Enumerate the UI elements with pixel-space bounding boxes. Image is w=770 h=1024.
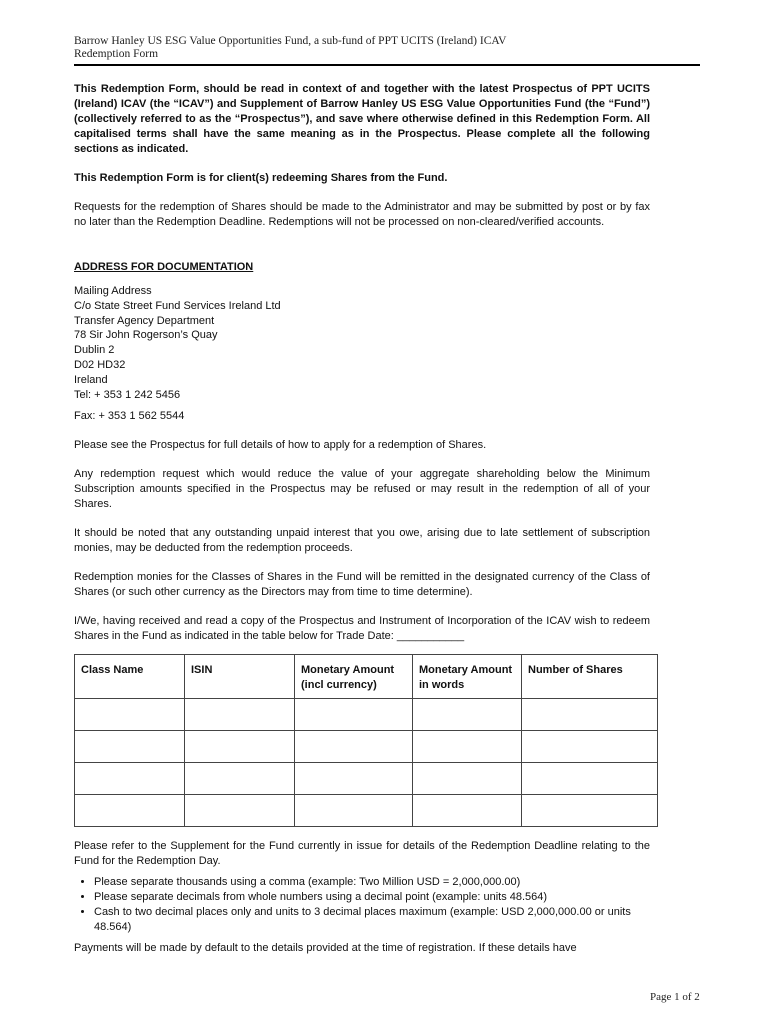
- list-item: • Please separate decimals from whole numbers using a decimal point (example: units 48.564): [94, 890, 650, 905]
- deadline-paragraph: Please refer to the Supplement for the Fund currently in issue for details of the Redemption Deadline relating to the Fund for the Redemption Day.: [74, 840, 650, 868]
- table-row: [75, 731, 658, 763]
- class-name-cell[interactable]: [75, 731, 185, 763]
- monetary-amount-cell[interactable]: [295, 795, 413, 827]
- address-line: 78 Sir John Rogerson’s Quay: [74, 329, 218, 342]
- declaration-paragraph: I/We, having received and read a copy of the Prospectus and Instrument of Incorporation of the ICAV wish to redeem Shares in the Fund as indicated in the table below for Trade Date: ___________: [74, 615, 650, 643]
- amount-words-cell[interactable]: [413, 763, 522, 795]
- table-row: [75, 699, 658, 731]
- address-line: C/o State Street Fund Services Ireland Ltd: [74, 299, 281, 312]
- page-number: Page 1 of 2: [650, 991, 700, 1003]
- number-of-shares-cell[interactable]: [522, 763, 658, 795]
- isin-cell[interactable]: [185, 763, 295, 795]
- amount-words-cell[interactable]: [413, 731, 522, 763]
- address-line: D02 HD32: [74, 358, 126, 371]
- number-of-shares-cell[interactable]: [522, 699, 658, 731]
- page-header: [74, 35, 700, 66]
- redemption-table: [74, 654, 658, 827]
- address-block: [74, 284, 650, 402]
- amount-words-cell[interactable]: [413, 795, 522, 827]
- list-item: • Please separate thousands using a comma (example: Two Million USD = 2,000,000.00): [94, 875, 650, 890]
- monetary-amount-cell[interactable]: [295, 731, 413, 763]
- monetary-amount-cell[interactable]: [295, 763, 413, 795]
- table-row: [75, 763, 658, 795]
- column-header-class-name: Class Name: [75, 655, 185, 699]
- column-header-amount-words: Monetary Amount in words: [413, 655, 522, 699]
- number-of-shares-cell[interactable]: [522, 795, 658, 827]
- address-line: Transfer Agency Department: [74, 314, 215, 327]
- minimum-paragraph: Any redemption request which would reduce the value of your aggregate shareholding below the Minimum Subscription amounts specified in the Prospectus may be refused or may result in the redemption of all of your Shares.: [74, 468, 650, 511]
- isin-cell[interactable]: [185, 795, 295, 827]
- amount-words-cell[interactable]: [413, 699, 522, 731]
- table-row: [75, 795, 658, 827]
- table-header-row: [75, 655, 658, 699]
- see-prospectus-paragraph: Please see the Prospectus for full details of how to apply for a redemption of Shares.: [74, 439, 487, 452]
- class-name-cell[interactable]: [75, 699, 185, 731]
- address-line: Tel: + 353 1 242 5456: [74, 388, 181, 401]
- list-item: • Cash to two decimal places only and units to 3 decimal places maximum (example: USD 2,000,000.00 or units 48.564): [94, 905, 650, 935]
- column-header-isin: ISIN: [185, 655, 295, 699]
- address-line: Dublin 2: [74, 344, 115, 357]
- number-of-shares-cell[interactable]: [522, 731, 658, 763]
- header-form-title: Redemption Form: [74, 48, 159, 60]
- address-line: Mailing Address: [74, 285, 152, 297]
- address-line: Ireland: [74, 373, 108, 386]
- payments-paragraph: Payments will be made by default to the details provided at the time of registration. If these details have: [74, 942, 577, 955]
- header-fund-title: Barrow Hanley US ESG Value Opportunities Fund, a sub-fund of PPT UCITS (Ireland) ICAV: [74, 35, 507, 47]
- column-header-number-of-shares: Number of Shares: [522, 655, 658, 699]
- isin-cell[interactable]: [185, 699, 295, 731]
- formatting-notes-list: [74, 875, 650, 935]
- class-name-cell[interactable]: [75, 763, 185, 795]
- monetary-amount-cell[interactable]: [295, 699, 413, 731]
- requests-paragraph: Requests for the redemption of Shares should be made to the Administrator and may be submitted by post or by fax no later than the Redemption Deadline. Redemptions will not be processed on non-cleared/verified accounts.: [74, 201, 650, 228]
- interest-paragraph: It should be noted that any outstanding unpaid interest that you owe, arising due to late settlement of subscription monies, may be deducted from the redemption proceeds.: [74, 527, 650, 555]
- isin-cell[interactable]: [185, 731, 295, 763]
- column-header-monetary-amount: Monetary Amount (incl currency): [295, 655, 413, 699]
- address-heading: ADDRESS FOR DOCUMENTATION: [74, 261, 254, 273]
- intro-paragraph: This Redemption Form, should be read in context of and together with the latest Prospectus of PPT UCITS (Ireland) ICAV (the “ICAV”) and Supplement of Barrow Hanley US ESG Value Opportunities Fund (the “Fund”) (collectively referred to as the “Prospectus”), and save where otherwise defined in this Redemption Form. All capitalised terms shall have the same meaning as in the Prospectus. Please complete all the following sections as indicated.: [74, 83, 650, 155]
- fax-line: Fax: + 353 1 562 5544: [74, 410, 185, 423]
- document-body: [74, 82, 650, 970]
- class-name-cell[interactable]: [75, 795, 185, 827]
- client-note: This Redemption Form is for client(s) redeeming Shares from the Fund.: [74, 172, 448, 184]
- currency-paragraph: Redemption monies for the Classes of Shares in the Fund will be remitted in the designated currency of the Class of Shares (or such other currency as the Directors may from time to time determine).: [74, 571, 650, 599]
